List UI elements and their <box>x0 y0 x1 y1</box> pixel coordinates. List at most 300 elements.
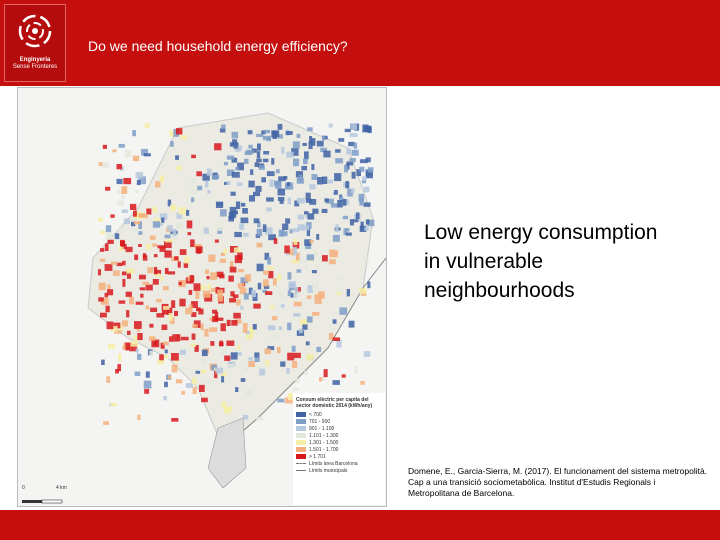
map-block <box>100 231 105 234</box>
map-block <box>225 407 233 412</box>
map-block <box>234 211 238 215</box>
map-block <box>311 164 314 170</box>
map-block <box>209 327 217 332</box>
map-block <box>293 228 300 232</box>
map-block <box>276 169 280 173</box>
map-block <box>201 398 208 403</box>
map-block <box>349 321 355 328</box>
map-block <box>205 270 209 275</box>
map-block <box>122 279 125 287</box>
map-block <box>171 353 179 361</box>
map-block <box>231 320 237 326</box>
map-block <box>179 299 185 307</box>
map-block <box>266 197 274 201</box>
map-block <box>107 322 114 330</box>
map-block <box>156 299 162 303</box>
map-block <box>360 381 364 385</box>
map-block <box>280 361 285 366</box>
map-block <box>288 290 292 296</box>
map-block <box>176 166 182 170</box>
map-block <box>298 260 306 264</box>
map-block <box>163 342 169 345</box>
legend-swatch <box>296 454 306 459</box>
map-block <box>253 304 260 309</box>
map-block <box>229 212 235 219</box>
map-block <box>102 162 109 168</box>
map-block <box>234 248 241 253</box>
map-block <box>136 172 144 179</box>
map-block <box>149 336 155 340</box>
map-block <box>156 313 164 317</box>
map-block <box>105 187 110 191</box>
map-block <box>254 218 260 223</box>
boundary-line-swatch <box>296 470 306 471</box>
map-block <box>126 247 133 252</box>
map-block <box>212 175 220 179</box>
legend-swatch <box>296 440 306 445</box>
map-block <box>286 131 293 135</box>
map-block <box>261 177 266 182</box>
map-block <box>295 378 299 383</box>
map-block <box>190 239 195 247</box>
map-block <box>248 130 253 134</box>
map-block <box>302 324 307 329</box>
map-block <box>228 276 234 282</box>
map-block <box>221 376 224 383</box>
map-block <box>146 244 151 250</box>
map-block <box>168 375 171 379</box>
map-block <box>173 229 177 237</box>
map-block <box>227 156 234 160</box>
map-block <box>229 298 236 302</box>
map-block <box>152 244 157 247</box>
map-block <box>335 149 341 153</box>
map-block <box>304 151 309 159</box>
map-block <box>207 381 214 385</box>
map-block <box>211 288 215 292</box>
map-block <box>289 281 297 288</box>
map-block <box>146 285 153 291</box>
map-block <box>297 134 301 138</box>
map-block <box>286 152 293 158</box>
map-block <box>293 141 300 148</box>
map-block <box>243 415 249 420</box>
map-block <box>298 215 304 220</box>
map-block <box>364 227 368 231</box>
map-block <box>346 148 351 154</box>
map-block <box>160 276 163 281</box>
organization-logo[interactable] <box>4 4 66 82</box>
map-block <box>329 124 333 128</box>
map-block <box>319 377 322 381</box>
map-block <box>359 288 366 294</box>
map-block <box>303 159 308 165</box>
map-block <box>257 229 263 236</box>
map-block <box>306 193 311 200</box>
map-block <box>324 198 328 202</box>
map-block <box>107 284 110 290</box>
map-block <box>267 257 271 264</box>
map-block <box>189 305 192 310</box>
legend-boundary-label: Límits municipals <box>309 467 348 474</box>
map-block <box>278 124 283 130</box>
map-block <box>258 283 261 290</box>
map-block <box>165 235 171 239</box>
map-block <box>135 372 141 377</box>
map-block <box>265 291 272 295</box>
map-block <box>149 324 153 328</box>
map-block <box>293 313 300 317</box>
map-block <box>171 418 178 422</box>
map-block <box>189 290 193 295</box>
map-block <box>233 294 239 298</box>
scale-bar <box>22 485 82 507</box>
map-block <box>197 186 202 191</box>
map-block <box>135 190 139 193</box>
map-block <box>220 128 226 132</box>
map-block <box>163 396 167 400</box>
map-block <box>146 371 150 377</box>
map-block <box>105 243 109 251</box>
map-block <box>170 141 174 147</box>
map-block <box>184 257 190 264</box>
map-block <box>200 285 206 290</box>
map-block <box>202 350 208 357</box>
map-block <box>362 176 366 181</box>
legend-label: < 700 <box>309 411 322 418</box>
map-block <box>126 292 132 297</box>
map-block <box>199 385 205 392</box>
map-block <box>150 236 156 240</box>
map-block <box>110 214 114 217</box>
map-block <box>270 180 274 188</box>
map-block <box>272 316 278 320</box>
map-block <box>136 302 144 305</box>
map-block <box>257 264 264 272</box>
map-block <box>106 376 110 383</box>
map-block <box>100 259 105 262</box>
logo-name: Enginyeria <box>19 57 51 63</box>
map-block <box>227 364 235 367</box>
map-block <box>157 360 164 365</box>
energy-consumption-map <box>17 87 387 507</box>
map-block <box>302 225 309 230</box>
map-block <box>115 233 119 239</box>
legend-title: Consum elèctric per capita del sector domèstic 2014 (kWh/any) <box>296 397 373 409</box>
map-block <box>117 364 121 371</box>
map-block <box>350 219 354 225</box>
map-block <box>350 133 358 137</box>
map-block <box>144 381 152 389</box>
map-block <box>322 209 328 213</box>
map-block <box>216 202 223 208</box>
map-block <box>180 249 187 255</box>
legend-row <box>293 411 385 418</box>
map-block <box>364 351 371 357</box>
map-block <box>215 240 219 243</box>
map-block <box>359 167 364 172</box>
map-block <box>146 209 151 215</box>
map-block <box>161 218 164 223</box>
map-block <box>142 282 149 285</box>
map-block <box>122 209 128 213</box>
map-block <box>119 247 124 251</box>
map-block <box>236 202 240 210</box>
map-block <box>159 354 164 360</box>
map-block <box>314 249 318 256</box>
map-block <box>316 234 319 240</box>
map-block <box>300 319 308 325</box>
map-block <box>240 288 247 295</box>
map-block <box>309 136 312 143</box>
map-block <box>285 218 290 223</box>
map-block <box>305 265 308 269</box>
map-block <box>101 360 105 365</box>
map-block <box>120 241 125 245</box>
map-block <box>244 293 249 299</box>
map-block <box>121 194 124 199</box>
map-block <box>165 239 173 242</box>
map-block <box>106 306 110 313</box>
map-block <box>143 255 148 261</box>
map-block <box>256 417 263 420</box>
legend-label: 1.501 - 1.700 <box>309 446 339 453</box>
map-block <box>227 181 231 185</box>
map-block <box>138 231 142 235</box>
map-block <box>241 378 246 382</box>
map-block <box>307 316 313 322</box>
map-block <box>364 126 372 132</box>
map-block <box>139 275 146 280</box>
map-block <box>224 356 230 361</box>
map-block <box>345 129 351 132</box>
map-block <box>145 123 150 128</box>
map-block <box>175 155 179 160</box>
map-block <box>192 378 197 385</box>
map-block <box>345 181 349 188</box>
map-block <box>249 195 255 201</box>
legend-label: 701 - 900 <box>309 418 331 425</box>
map-block <box>259 369 265 376</box>
map-block <box>124 218 130 224</box>
map-block <box>292 346 296 352</box>
map-block <box>190 189 198 194</box>
map-block <box>359 194 365 202</box>
legend-boundary-row <box>293 467 385 474</box>
legend-row <box>293 453 385 460</box>
map-block <box>315 298 322 304</box>
map-block <box>265 348 271 354</box>
map-block <box>364 187 370 193</box>
source-citation: Domene, E., Garcia-Sierra, M. (2017). El funcionament del sistema metropolità. Cap a una transició sociometabòlica. Institut d'Estudis Regionals i Metropolitana de Barcelona. <box>408 466 708 498</box>
map-block <box>304 371 307 375</box>
map-block <box>215 312 218 320</box>
map-block <box>333 235 340 242</box>
map-block <box>263 159 268 163</box>
map-block <box>134 228 139 233</box>
map-block <box>237 253 242 261</box>
map-block <box>134 255 138 261</box>
map-block <box>366 219 370 224</box>
map-block <box>274 181 281 186</box>
map-block <box>323 151 330 158</box>
map-block <box>195 291 199 299</box>
legend-row <box>293 418 385 425</box>
map-block <box>337 277 341 280</box>
slide-note: Low energy consumption in vulnerable neighbourhoods <box>424 221 658 302</box>
map-block <box>333 319 337 324</box>
map-block <box>290 229 293 233</box>
map-block <box>99 283 106 291</box>
map-block <box>278 176 286 181</box>
map-block <box>207 190 210 194</box>
map-block <box>174 311 178 316</box>
slide-title: Do we need household energy efficiency? <box>88 38 348 54</box>
map-block <box>163 306 169 310</box>
map-block <box>364 257 369 261</box>
map-block <box>172 365 178 373</box>
map-block <box>205 181 208 188</box>
map-block <box>106 232 113 239</box>
map-block <box>201 370 206 374</box>
logo-subtitle: Sense Fronteres <box>12 64 58 70</box>
map-block <box>271 335 278 339</box>
map-block <box>317 177 323 185</box>
map-block <box>217 290 223 298</box>
map-block <box>279 292 283 299</box>
map-block <box>353 219 358 222</box>
map-block <box>204 329 208 337</box>
map-block <box>207 276 210 279</box>
map-block <box>118 354 122 362</box>
map-block <box>266 207 272 211</box>
map-block <box>307 254 315 260</box>
map-block <box>277 274 281 281</box>
map-block <box>239 223 244 230</box>
legend-swatch <box>296 433 306 438</box>
map-block <box>144 389 149 394</box>
map-block <box>103 421 109 425</box>
map-block <box>310 240 314 243</box>
map-block <box>249 357 253 361</box>
map-block <box>190 275 194 282</box>
map-block <box>263 279 269 286</box>
map-block <box>333 337 340 341</box>
map-block <box>191 197 194 202</box>
map-block <box>232 132 239 139</box>
map-block <box>176 379 183 383</box>
map-block <box>301 166 307 170</box>
map-block <box>154 267 157 274</box>
map-block <box>331 203 338 207</box>
map-block <box>137 354 141 360</box>
legend-boundary-row <box>293 460 385 467</box>
legend-row <box>293 439 385 446</box>
map-block <box>263 151 269 155</box>
map-block <box>186 383 193 388</box>
legend-swatch <box>296 412 306 417</box>
map-block <box>154 254 158 257</box>
legend-row <box>293 446 385 453</box>
map-block <box>235 387 238 392</box>
map-block <box>164 382 168 388</box>
map-block <box>191 178 197 183</box>
legend-swatch <box>296 426 306 431</box>
map-block <box>334 190 338 195</box>
map-block <box>133 211 137 217</box>
map-block <box>245 389 251 396</box>
map-block <box>122 261 125 266</box>
map-block <box>243 323 248 327</box>
map-block <box>287 353 294 361</box>
map-block <box>137 415 140 420</box>
map-block <box>287 182 290 186</box>
map-block <box>352 150 359 156</box>
map-block <box>255 358 260 362</box>
map-block <box>248 361 255 367</box>
map-block <box>238 146 242 151</box>
footer-bar <box>0 510 720 540</box>
map-block <box>232 139 237 145</box>
map-block <box>122 320 128 326</box>
map-block <box>140 294 143 298</box>
map-block <box>245 366 248 371</box>
map-block <box>153 221 160 228</box>
map-block <box>162 325 168 330</box>
map-block <box>245 274 251 281</box>
map-block <box>179 207 187 215</box>
map-block <box>255 186 261 192</box>
map-block <box>105 264 113 271</box>
map-block <box>241 218 249 224</box>
map-block <box>277 286 280 289</box>
map-block <box>245 151 252 155</box>
map-block <box>220 259 226 263</box>
map-block <box>233 313 241 319</box>
map-block <box>179 282 182 285</box>
map-block <box>351 188 355 193</box>
map-block <box>343 216 348 219</box>
map-block <box>194 283 201 291</box>
map-block <box>307 354 314 361</box>
map-block <box>207 169 212 176</box>
map-block <box>176 128 183 134</box>
map-block <box>243 233 249 237</box>
map-block <box>352 172 356 179</box>
map-block <box>221 349 227 356</box>
map-block <box>328 180 333 184</box>
map-block <box>196 171 202 176</box>
map-block <box>129 297 134 305</box>
map-block <box>324 369 328 377</box>
map-block <box>302 143 306 146</box>
map-block <box>364 202 371 206</box>
legend-label: 1.101 - 1.300 <box>309 432 339 439</box>
map-block <box>113 271 120 276</box>
map-block <box>125 150 131 158</box>
map-block <box>297 269 302 272</box>
map-block <box>259 165 265 170</box>
map-block <box>244 159 249 164</box>
map-block <box>231 352 238 359</box>
map-block <box>312 312 320 316</box>
map-block <box>337 200 343 208</box>
map-block <box>235 167 239 170</box>
map-block <box>136 349 139 353</box>
map-block <box>134 221 140 224</box>
map-block <box>226 341 234 346</box>
map-block <box>281 147 284 154</box>
